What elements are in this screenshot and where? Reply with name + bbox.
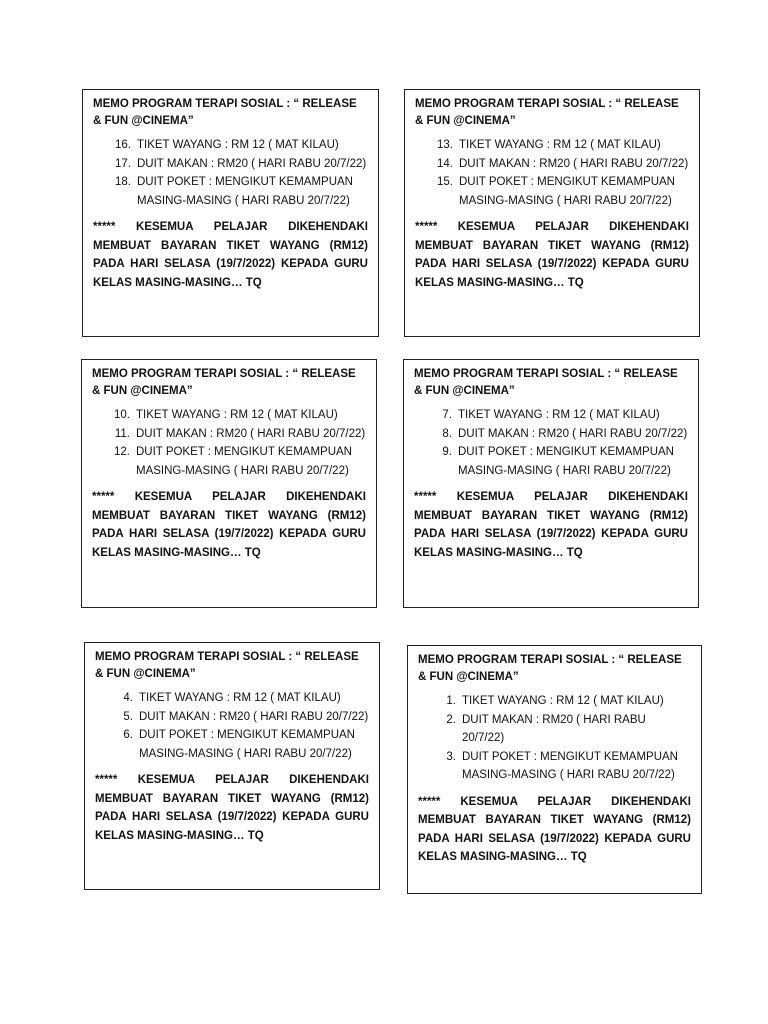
memo-title: MEMO PROGRAM TERAPI SOSIAL : “ RELEASE & FUN @CINEMA”	[418, 654, 682, 683]
item-text: DUIT MAKAN : RM20 ( HARI RABU 20/7/22)	[462, 713, 646, 744]
list-item	[415, 155, 689, 174]
memo-title: MEMO PROGRAM TERAPI SOSIAL : “ RELEASE & FUN @CINEMA”	[93, 98, 357, 127]
item-number: 12.	[114, 446, 130, 458]
item-text: TIKET WAYANG : RM 12 ( MAT KILAU)	[139, 692, 341, 704]
memo-list	[415, 136, 689, 210]
memo-note: ***** KESEMUA PELAJAR DIKEHENDAKI MEMBUAT BAYARAN TIKET WAYANG (RM12) PADA HARI SELASA (19/7/2022) KEPADA GURU KELAS MASING-MASING… TQ	[418, 795, 691, 863]
item-number: 13.	[437, 139, 453, 151]
item-text: TIKET WAYANG : RM 12 ( MAT KILAU)	[136, 409, 338, 421]
memo-note: ***** KESEMUA PELAJAR DIKEHENDAKI MEMBUAT BAYARAN TIKET WAYANG (RM12) PADA HARI SELASA (19/7/2022) KEPADA GURU KELAS MASING-MASING… TQ	[415, 221, 689, 289]
item-number: 16.	[115, 139, 131, 151]
memo-card	[82, 89, 379, 337]
item-number: 8.	[442, 427, 452, 440]
item-text: DUIT POKET : MENGIKUT KEMAMPUAN MASING-MASING ( HARI RABU 20/7/22)	[459, 176, 675, 207]
item-number: 15.	[437, 176, 453, 188]
item-text: DUIT POKET : MENGIKUT KEMAMPUAN MASING-MASING ( HARI RABU 20/7/22)	[137, 176, 353, 207]
memo-card	[403, 359, 699, 608]
list-item	[418, 711, 691, 748]
item-text: DUIT POKET : MENGIKUT KEMAMPUAN MASING-MASING ( HARI RABU 20/7/22)	[462, 750, 678, 781]
item-text: TIKET WAYANG : RM 12 ( MAT KILAU)	[459, 139, 661, 151]
item-number: 9.	[442, 446, 452, 458]
item-text: TIKET WAYANG : RM 12 ( MAT KILAU)	[462, 695, 664, 707]
item-text: DUIT MAKAN : RM20 ( HARI RABU 20/7/22)	[458, 427, 688, 440]
memo-list	[95, 689, 369, 763]
list-item	[92, 425, 366, 444]
item-number: 18.	[115, 176, 131, 188]
item-number: 4.	[123, 692, 133, 704]
list-item	[418, 692, 691, 711]
list-item	[93, 136, 368, 155]
list-item	[95, 689, 369, 708]
list-item	[93, 173, 368, 210]
memo-list	[418, 692, 691, 785]
item-number: 6.	[123, 729, 133, 741]
memo-note: ***** KESEMUA PELAJAR DIKEHENDAKI MEMBUAT BAYARAN TIKET WAYANG (RM12) PADA HARI SELASA (19/7/2022) KEPADA GURU KELAS MASING-MASING… TQ	[95, 774, 369, 842]
item-number: 5.	[123, 710, 133, 723]
list-item	[415, 173, 689, 210]
list-item	[92, 406, 366, 425]
item-text: TIKET WAYANG : RM 12 ( MAT KILAU)	[137, 139, 339, 151]
item-text: DUIT POKET : MENGIKUT KEMAMPUAN MASING-MASING ( HARI RABU 20/7/22)	[458, 446, 674, 477]
item-number: 7.	[442, 409, 452, 421]
memo-title: MEMO PROGRAM TERAPI SOSIAL : “ RELEASE & FUN @CINEMA”	[415, 98, 679, 127]
item-text: DUIT MAKAN : RM20 ( HARI RABU 20/7/22)	[136, 427, 366, 440]
list-item	[92, 443, 366, 480]
item-number: 3.	[446, 750, 456, 763]
memo-title: MEMO PROGRAM TERAPI SOSIAL : “ RELEASE & FUN @CINEMA”	[95, 651, 359, 680]
memo-card	[407, 645, 702, 894]
memo-card	[404, 89, 700, 337]
item-text: DUIT MAKAN : RM20 ( HARI RABU 20/7/22)	[137, 157, 367, 170]
item-number: 11.	[114, 427, 130, 440]
memo-note: ***** KESEMUA PELAJAR DIKEHENDAKI MEMBUAT BAYARAN TIKET WAYANG (RM12) PADA HARI SELASA (19/7/2022) KEPADA GURU KELAS MASING-MASING… TQ	[93, 221, 368, 289]
item-number: 1.	[446, 695, 456, 707]
list-item	[93, 155, 368, 174]
memo-note: ***** KESEMUA PELAJAR DIKEHENDAKI MEMBUAT BAYARAN TIKET WAYANG (RM12) PADA HARI SELASA (19/7/2022) KEPADA GURU KELAS MASING-MASING… TQ	[92, 491, 366, 559]
memo-title: MEMO PROGRAM TERAPI SOSIAL : “ RELEASE & FUN @CINEMA”	[92, 368, 356, 397]
memo-note: ***** KESEMUA PELAJAR DIKEHENDAKI MEMBUAT BAYARAN TIKET WAYANG (RM12) PADA HARI SELASA (19/7/2022) KEPADA GURU KELAS MASING-MASING… TQ	[414, 491, 688, 559]
list-item	[95, 726, 369, 763]
list-item	[414, 425, 688, 444]
memo-list	[414, 406, 688, 480]
item-text: DUIT MAKAN : RM20 ( HARI RABU 20/7/22)	[459, 157, 689, 170]
memo-card	[81, 359, 377, 608]
memo-list	[93, 136, 368, 210]
item-number: 14.	[437, 157, 453, 170]
item-number: 2.	[446, 713, 456, 726]
list-item	[414, 443, 688, 480]
list-item	[414, 406, 688, 425]
item-text: DUIT POKET : MENGIKUT KEMAMPUAN MASING-MASING ( HARI RABU 20/7/22)	[136, 446, 352, 477]
list-item	[418, 748, 691, 785]
list-item	[415, 136, 689, 155]
memo-title: MEMO PROGRAM TERAPI SOSIAL : “ RELEASE & FUN @CINEMA”	[414, 368, 678, 397]
memo-card	[84, 642, 380, 890]
item-text: DUIT POKET : MENGIKUT KEMAMPUAN MASING-MASING ( HARI RABU 20/7/22)	[139, 729, 355, 760]
memo-list	[92, 406, 366, 480]
item-text: TIKET WAYANG : RM 12 ( MAT KILAU)	[458, 409, 660, 421]
item-number: 10.	[114, 409, 130, 421]
list-item	[95, 708, 369, 727]
item-number: 17.	[115, 157, 131, 170]
item-text: DUIT MAKAN : RM20 ( HARI RABU 20/7/22)	[139, 710, 369, 723]
